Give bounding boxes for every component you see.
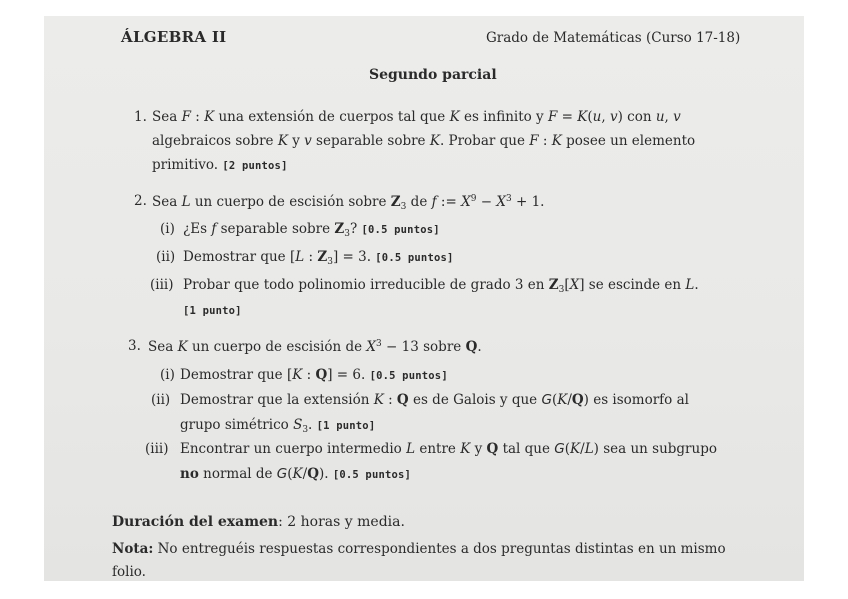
problem-number: 1. — [134, 109, 147, 125]
problem-3-part-iii-line-2: no normal de G(K/Q). [0.5 puntos] — [180, 466, 412, 482]
exam-sheet — [44, 16, 804, 581]
problem-1-line-1: Sea F : K una extensión de cuerpos tal que K es infinito y F = K(u, v) con u, v — [152, 109, 681, 125]
points-badge: [1 punto] — [183, 305, 242, 317]
duration-label: Duración del examen — [112, 514, 279, 530]
problem-2-statement: Sea L un cuerpo de escisión sobre $Z_3$ de f := $X^9 - X^3 + 1$. — [152, 194, 545, 212]
problem-3-part-iii-line-1: Encontrar un cuerpo intermedio L entre K y Q tal que G(K/L) sea un subgrupo — [180, 441, 717, 457]
part-label: (i) — [160, 221, 175, 237]
problem-2-part-ii: Demostrar que [L : $Z_3] = 3$. [0.5 puntos] — [183, 249, 454, 267]
problem-number: 3. — [128, 338, 141, 354]
problem-3-part-ii-line-1: Demostrar que la extensión K : Q es de Galois y que G(K/Q) es isomorfo al — [180, 392, 689, 408]
duration-value: : 2 horas y media. — [278, 514, 405, 530]
problem-3-part-i: Demostrar que [K : Q] = 6. [0.5 puntos] — [180, 367, 448, 383]
note-line-1 — [112, 543, 726, 557]
problem-3-statement: Sea K un cuerpo de escisión de $X^3 - 13$ sobre Q. — [148, 339, 482, 355]
problem-2-part-iii: Probar que todo polinomio irreducible de grado 3 en $Z_3[X]$ se escinde en L. — [183, 277, 699, 295]
part-label: (ii) — [156, 249, 176, 265]
part-label: (iii) — [145, 441, 169, 457]
part-label: (iii) — [150, 277, 174, 293]
points-badge: [0.5 puntos] — [369, 370, 448, 382]
note-line-2: folio. — [112, 564, 146, 580]
points-badge: [0.5 puntos] — [375, 252, 454, 264]
points-badge: [1 punto] — [316, 420, 376, 432]
duration-line — [112, 515, 405, 529]
problem-3-part-ii-line-2: grupo simétrico $S_3$. [1 punto] — [180, 417, 376, 435]
problem-2-part-i: ¿Es f separable sobre $Z_3$? [0.5 puntos] — [183, 221, 440, 239]
points-badge: [2 puntos] — [222, 160, 288, 172]
problem-2-part-iii-points — [183, 304, 242, 318]
problem-1-line-2: algebraicos sobre K y v separable sobre K. Probar que F : K posee un elemento — [152, 133, 696, 149]
problem-number: 2. — [134, 193, 147, 209]
note-label: Nota: — [112, 541, 154, 557]
part-label: (i) — [160, 367, 175, 383]
course-title: ÁLGEBRA II — [121, 28, 227, 46]
problem-1-line-3: primitivo. [2 puntos] — [152, 157, 288, 173]
part-label: (ii) — [151, 392, 171, 408]
program-label: Grado de Matemáticas (Curso 17-18) — [486, 30, 741, 46]
points-badge: [0.5 puntos] — [361, 224, 440, 236]
points-badge: [0.5 puntos] — [332, 469, 412, 481]
exam-title: Segundo parcial — [369, 67, 497, 83]
note-text: No entreguéis respuestas correspondientes a dos preguntas distintas en un mismo — [157, 541, 726, 557]
